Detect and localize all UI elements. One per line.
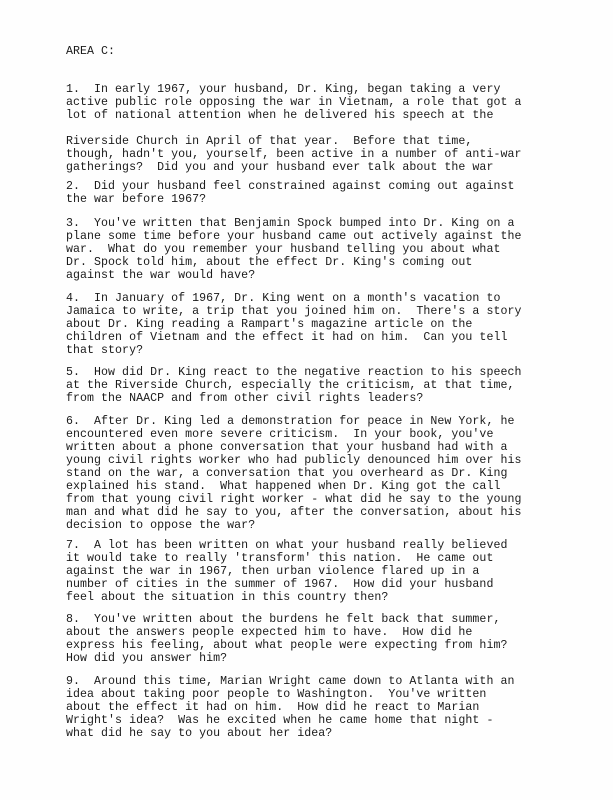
question-line: idea about taking poor people to Washington. You've written [66, 688, 487, 701]
question-line: number of cities in the summer of 1967. How did your husband [66, 578, 494, 591]
question-line: against the war would have? [66, 269, 256, 282]
question-line: Wright's idea? Was he excited when he came home that night - [66, 714, 494, 727]
question-line: Jamaica to write, a trip that you joined him on. There's a story [66, 305, 522, 318]
question-9 [66, 675, 586, 740]
question-line: about the effect it had on him. How did he react to Marian [66, 701, 480, 714]
question-line: at the Riverside Church, especially the criticism, at that time, [66, 379, 515, 392]
question-line: 2. Did your husband feel constrained against coming out against [66, 180, 515, 193]
question-1 [66, 83, 586, 174]
section-heading: AREA C: [66, 45, 116, 58]
question-line: 6. After Dr. King led a demonstration for peace in New York, he [66, 415, 515, 428]
question-line [66, 122, 586, 135]
question-line: lot of national attention when he delivered his speech at the [66, 109, 494, 122]
question-line: plane some time before your husband came out actively against the [66, 230, 522, 243]
question-line: against the war in 1967, then urban violence flared up in a [66, 565, 480, 578]
question-line: from the NAACP and from other civil rights leaders? [66, 392, 424, 405]
question-line: what did he say to you about her idea? [66, 727, 333, 740]
question-line: 4. In January of 1967, Dr. King went on a month's vacation to [66, 292, 501, 305]
question-line: How did you answer him? [66, 652, 228, 665]
question-line: written about a phone conversation that your husband had with a [66, 441, 508, 454]
question-line: young civil rights worker who had publicly denounced him over his [66, 454, 522, 467]
question-line: gatherings? Did you and your husband ever talk about the war [66, 161, 494, 174]
question-line: war. What do you remember your husband telling you about what [66, 243, 501, 256]
question-line: feel about the situation in this country then? [66, 591, 389, 604]
question-line: man and what did he say to you, after the conversation, about his [66, 506, 522, 519]
question-line: the war before 1967? [66, 193, 207, 206]
question-line: express his feeling, about what people were expecting from him? [66, 639, 508, 652]
question-3 [66, 217, 586, 282]
question-line: 9. Around this time, Marian Wright came down to Atlanta with an [66, 675, 515, 688]
question-line: active public role opposing the war in Vietnam, a role that got a [66, 96, 522, 109]
question-line: though, hadn't you, yourself, been active in a number of anti-war [66, 148, 522, 161]
question-5 [66, 366, 586, 405]
question-7 [66, 539, 586, 604]
question-line: Dr. Spock told him, about the effect Dr. King's coming out [66, 256, 473, 269]
question-6 [66, 415, 586, 532]
question-line: explained his stand. What happened when Dr. King got the call [66, 480, 501, 493]
question-line: children of Vietnam and the effect it had on him. Can you tell [66, 331, 508, 344]
question-line: 8. You've written about the burdens he felt back that summer, [66, 613, 501, 626]
question-line: that story? [66, 344, 144, 357]
question-line: 5. How did Dr. King react to the negative reaction to his speech [66, 366, 522, 379]
question-line: it would take to really 'transform' this nation. He came out [66, 552, 494, 565]
question-line: Riverside Church in April of that year. Before that time, [66, 135, 473, 148]
question-line: 1. In early 1967, your husband, Dr. King, began taking a very [66, 83, 501, 96]
question-line: about the answers people expected him to have. How did he [66, 626, 473, 639]
question-line: encountered even more severe criticism. In your book, you've [66, 428, 494, 441]
question-2 [66, 180, 586, 206]
question-line: about Dr. King reading a Rampart's magazine article on the [66, 318, 473, 331]
question-line: decision to oppose the war? [66, 519, 256, 532]
question-line: stand on the war, a conversation that you overheard as Dr. King [66, 467, 508, 480]
question-line: from that young civil right worker - what did he say to the young [66, 493, 522, 506]
question-8 [66, 613, 586, 665]
question-line: 3. You've written that Benjamin Spock bumped into Dr. King on a [66, 217, 515, 230]
question-4 [66, 292, 586, 357]
question-line: 7. A lot has been written on what your husband really believed [66, 539, 508, 552]
